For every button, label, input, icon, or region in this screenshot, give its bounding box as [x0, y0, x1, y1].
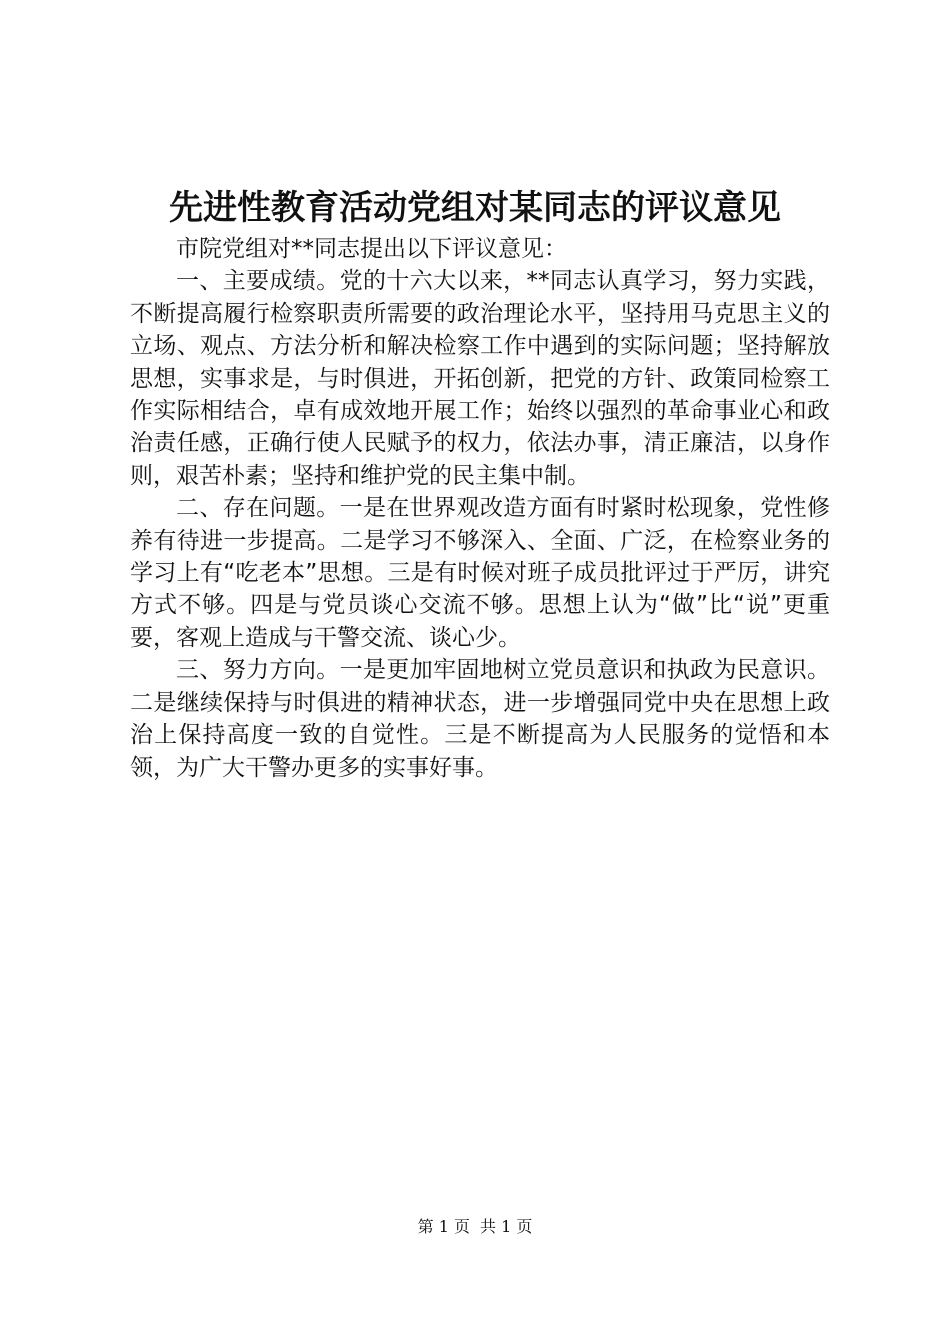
achievements-paragraph: 一、主要成绩。党的十六大以来，**同志认真学习，努力实践，不断提高履行检察职责所需要的政治理论水平，坚持用马克思主义的立场、观点、方法分析和解决检察工作中遇到的实际问题；坚持解放思想，实事求是，与时俱进，开拓创新，把党的方针、政策同检察工作实际相结合，卓有成效地开展工作；始终以强烈的革命事业心和政治责任感，正确行使人民赋予的权力，依法办事，清正廉洁，以身作则，艰苦朴素；坚持和维护党的民主集中制。 — [130, 268, 830, 489]
document-title: 先进性教育活动党组对某同志的评议意见 — [169, 188, 781, 228]
page-number: 第 1 页 — [417, 1217, 470, 1236]
intro-paragraph: 市院党组对**同志提出以下评议意见： — [176, 236, 567, 262]
problems-paragraph: 二、存在问题。一是在世界观改造方面有时紧时松现象，党性修养有待进一步提高。二是学习不够深入、全面、广泛，在检察业务的学习上有“吃老本”思想。三是有时候对班子成员批评过于严厉，讲究方式不够。四是与党员谈心交流不够。思想上认为“做”比“说”更重要，客观上造成与干警交流、谈心少。 — [130, 495, 830, 651]
direction-paragraph: 三、努力方向。一是更加牢固地树立党员意识和执政为民意识。二是继续保持与时俱进的精神状态，进一步增强同党中央在思想上政治上保持高度一致的自觉性。三是不断提高为人民服务的觉悟和本领，为广大干警办更多的实事好事。 — [130, 657, 830, 781]
page-total: 共 1 页 — [480, 1217, 533, 1236]
document-body — [130, 233, 830, 784]
page-footer — [0, 1216, 950, 1238]
